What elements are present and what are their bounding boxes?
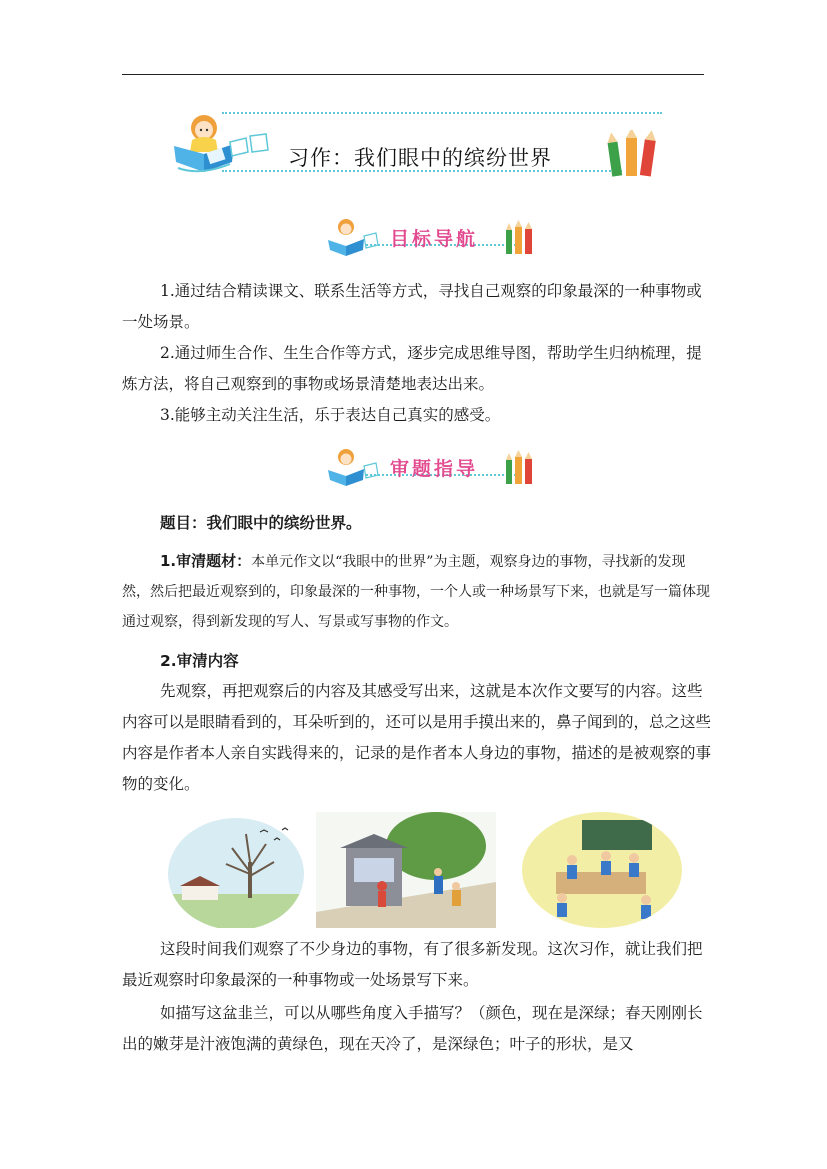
illustrations bbox=[166, 812, 686, 928]
pencils-icon bbox=[604, 130, 662, 178]
page-title: 习作：我们眼中的缤纷世界 bbox=[288, 146, 552, 170]
goal-item: 2.通过师生合作、生生合作等方式，逐步完成思维导图，帮助学生归纳梳理，提炼方法，将自己观察到的事物或场景清楚地表达出来。 bbox=[122, 344, 702, 393]
section-header-goals bbox=[326, 218, 536, 258]
goal-item: 1.通过结合精读课文、联系生活等方式，寻找自己观察的印象最深的一种事物或一处场景。 bbox=[122, 282, 702, 331]
title-banner bbox=[170, 108, 660, 174]
section-title: 目标导航 bbox=[390, 228, 479, 250]
banner-dotted-line bbox=[222, 112, 662, 114]
section-header-analysis bbox=[326, 448, 536, 488]
newsstand-illustration bbox=[316, 812, 496, 928]
reading-child-icon bbox=[326, 448, 386, 488]
content-paragraph: 先观察，再把观察后的内容及其感受写出来，这就是本次作文要写的内容。这些内容可以是眼睛看到的，耳朵听到的，还可以是用手摸出来的，鼻子闻到的，总之这些内容是作者本人亲自实践得来的，记录的是作者本人身边的事物，描述的是被观察的事物的变化。 bbox=[122, 682, 712, 793]
material-lead: 1.审清题材： bbox=[160, 552, 252, 570]
material-text: 本单元作文以“我眼中的世界”为主题，观察身边的事物，寻找新的发现然，然后把最近观察到的，印象最深的一种事物，一个人或一种场景写下来，也就是写一篇体现通过观察，得到新发现的写人、写景或写事物的作文。 bbox=[122, 554, 710, 630]
content-lead: 2.审清内容 bbox=[160, 652, 239, 670]
classroom-illustration bbox=[522, 812, 682, 928]
winter-tree-illustration bbox=[166, 812, 306, 928]
body-paragraph: 如描写这盆韭兰，可以从哪些角度入手描写？（颜色，现在是深绿；春天刚刚长出的嫩芽是汁液饱满的黄绿色，现在天冷了，是深绿色；叶子的形状，是又 bbox=[122, 1004, 703, 1053]
reading-child-icon bbox=[170, 112, 282, 176]
topic-line: 题目：我们眼中的缤纷世界。 bbox=[160, 514, 362, 532]
header-rule bbox=[122, 74, 704, 75]
goal-item: 3.能够主动关注生活，乐于表达自己真实的感受。 bbox=[160, 406, 501, 424]
material-paragraph bbox=[122, 546, 712, 637]
pencils-icon bbox=[504, 450, 534, 484]
section-title: 审题指导 bbox=[390, 458, 479, 480]
body-paragraph: 这段时间我们观察了不少身边的事物，有了很多新发现。这次习作，就让我们把最近观察时印象最深的一种事物或一处场景写下来。 bbox=[122, 940, 703, 989]
reading-child-icon bbox=[326, 218, 386, 258]
pencils-icon bbox=[504, 220, 534, 254]
